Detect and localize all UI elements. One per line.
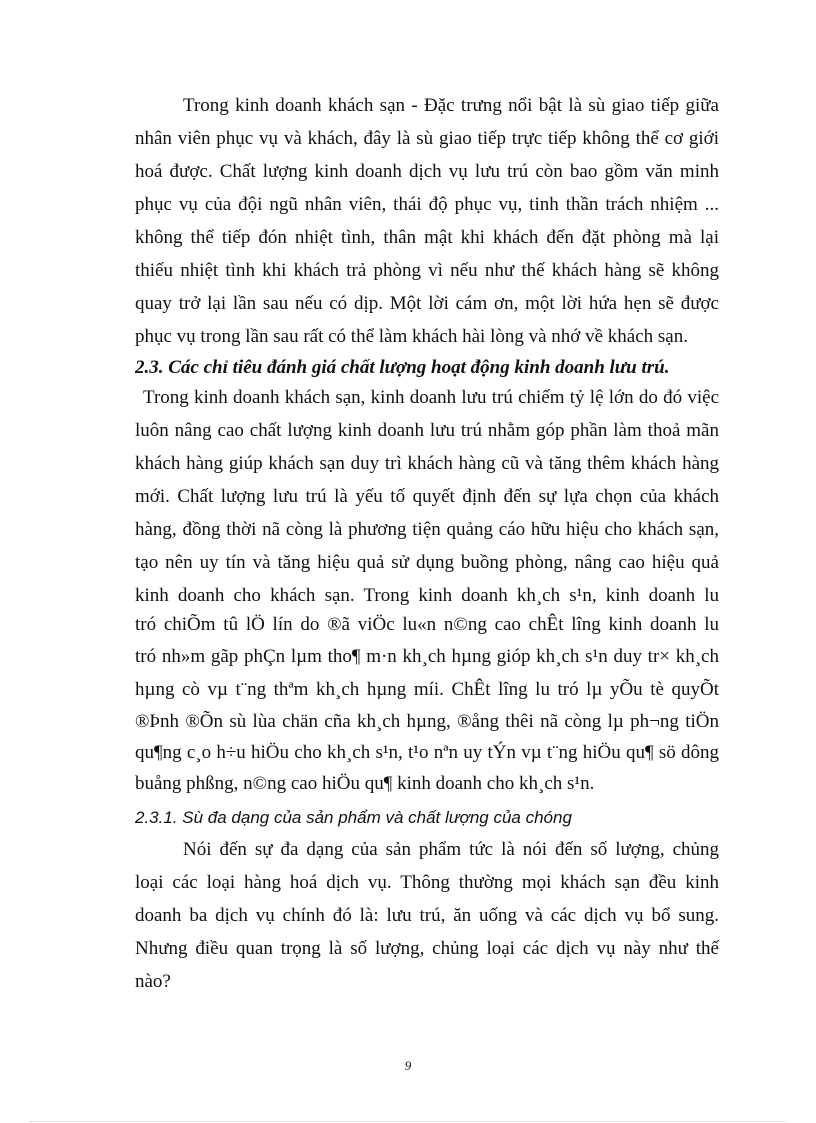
paragraph-line: loại các loại hàng hoá dịch vụ. Thông thường mọi khách sạn đều kinh xyxy=(135,872,719,893)
paragraph-line: ®Þnh ®Õn sù lùa chän cña kh¸ch hµng, ®ång thêi nã còng lµ ph¬ng tiÖn xyxy=(135,711,719,732)
paragraph-line: phục vụ của đội ngũ nhân viên, thái độ phục vụ, tinh thần trách nhiệm ... xyxy=(135,194,719,215)
paragraph-line: luôn nâng cao chất lượng kinh doanh lưu trú nhằm góp phần làm thoả mãn xyxy=(135,420,719,441)
paragraph-line: phục vụ trong lần sau rất có thể làm khách hài lòng và nhớ về khách sạn. xyxy=(135,326,688,347)
paragraph-line: Trong kinh doanh khách sạn - Đặc trưng nổi bật là sù giao tiếp giữa xyxy=(183,95,719,116)
paragraph-line: quay trở lại lần sau nếu có dịp. Một lời cám ơn, một lời hứa hẹn sẽ được xyxy=(135,293,719,314)
paragraph-line: hoá được. Chất lượng kinh doanh dịch vụ lưu trú còn bao gồm văn minh xyxy=(135,161,719,182)
footer-divider xyxy=(30,1121,786,1122)
paragraph-line: nhân viên phục vụ và khách, đây là sù giao tiếp trực tiếp không thể cơ giới xyxy=(135,128,719,149)
page-number: 9 xyxy=(404,1058,412,1073)
paragraph-line: qu¶ng c¸o h÷u hiÖu cho kh¸ch s¹n, t¹o nªn uy tÝn vµ t¨ng hiÖu qu¶ sö dông xyxy=(135,742,719,763)
paragraph-line: tạo nên uy tín và tăng hiệu quả sử dụng buồng phòng, nâng cao hiệu quả xyxy=(135,552,719,573)
paragraph-line: nào? xyxy=(135,971,171,992)
paragraph-line: doanh ba dịch vụ chính đó là: lưu trú, ăn uống và các dịch vụ bổ sung. xyxy=(135,905,719,926)
paragraph-line: tró chiÕm tû lÖ lín do ®ã viÖc lu«n n©ng cao chÊt lîng kinh doanh lu xyxy=(135,614,719,635)
paragraph-line: khách hàng giúp khách sạn duy trì khách hàng cũ và tăng thêm khách hàng xyxy=(135,453,719,474)
paragraph-line: hàng, đồng thời nã còng là phương tiện quảng cáo hữu hiệu cho khách sạn, xyxy=(135,519,719,540)
section-heading: 2.3. Các chỉ tiêu đánh giá chất lượng hoạt động kinh doanh lưu trú. xyxy=(135,357,670,378)
paragraph-line: tró nh»m gãp phÇn lµm tho¶ m·n kh¸ch hµng gióp kh¸ch s¹n duy tr× kh¸ch xyxy=(135,646,719,667)
paragraph-line: Trong kinh doanh khách sạn, kinh doanh lưu trú chiếm tỷ lệ lớn do đó việc xyxy=(143,387,719,408)
paragraph-line: mới. Chất lượng lưu trú là yếu tố quyết định đến sự lựa chọn của khách xyxy=(135,486,719,507)
paragraph-line: Nói đến sự đa dạng của sản phẩm tức là nói đến số lượng, chủng xyxy=(183,839,719,860)
paragraph-line: hµng cò vµ t¨ng thªm kh¸ch hµng míi. ChÊt lîng lu tró lµ yÕu tè quyÕt xyxy=(135,679,719,700)
paragraph-line: thiếu nhiệt tình khi khách trả phòng vì nếu như thế khách hàng sẽ không xyxy=(135,260,719,281)
paragraph-line: buång phßng, n©ng cao hiÖu qu¶ kinh doanh cho kh¸ch s¹n. xyxy=(135,773,595,794)
subsection-heading: 2.3.1. Sù đa dạng của sản phẩm và chất lượng của chóng xyxy=(135,808,572,827)
paragraph-line: không thể tiếp đón nhiệt tình, thân mật khi khách đến đặt phòng mà lại xyxy=(135,227,719,248)
paragraph-line: Nhưng điều quan trọng là số lượng, chủng loại các dịch vụ này như thế xyxy=(135,938,719,959)
paragraph-line: kinh doanh cho khách sạn. Trong kinh doanh kh¸ch s¹n, kinh doanh lu xyxy=(135,585,719,606)
